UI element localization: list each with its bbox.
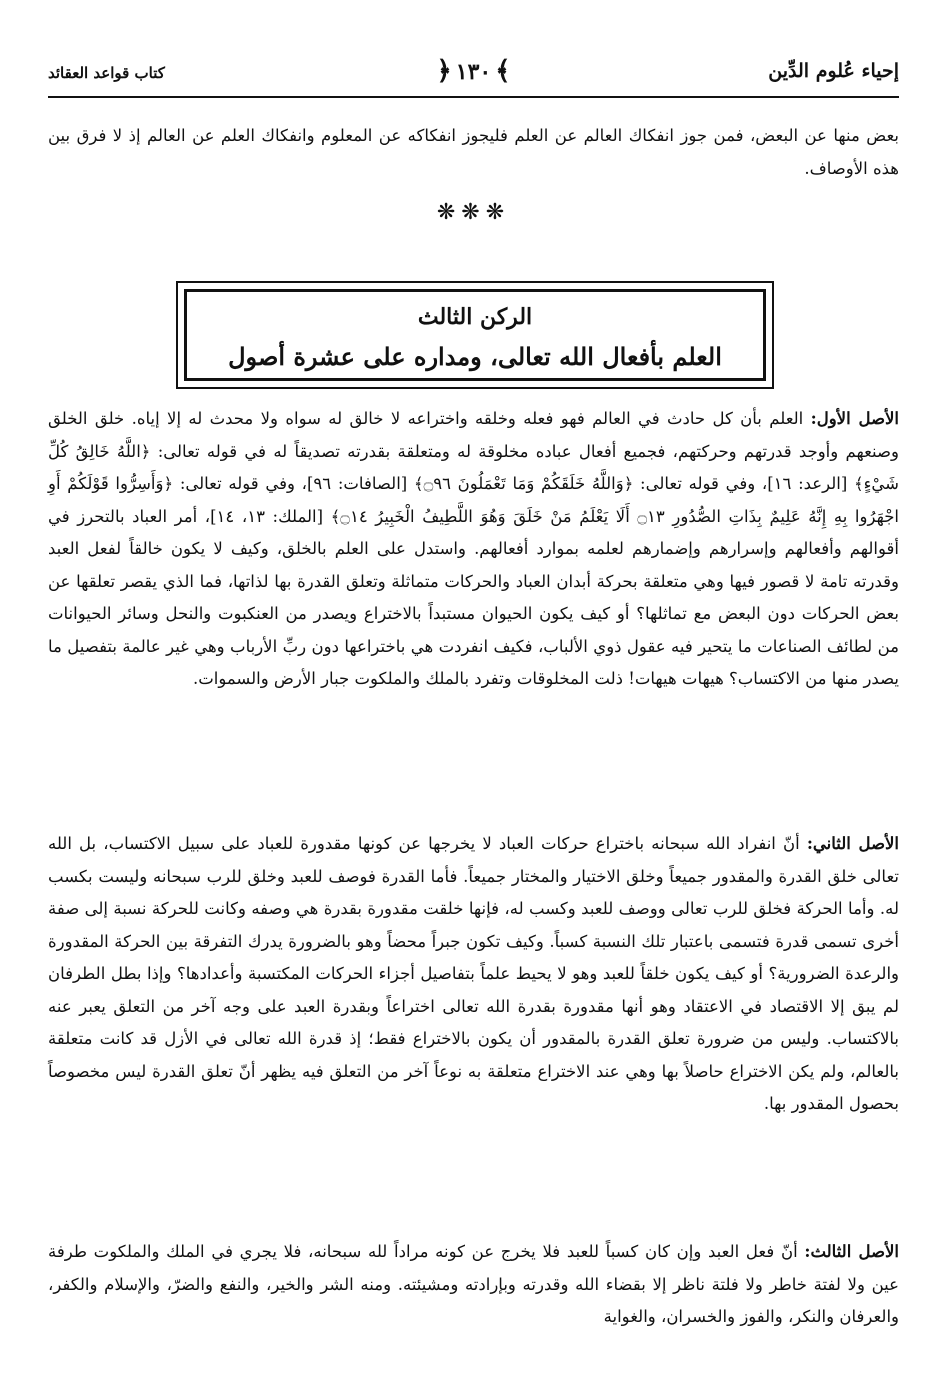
intro-text: بعض منها عن البعض، فمن جوز انفكاك العالم عن العلم فليجوز انفكاكه عن المعلوم وانفكاك العلم عن العالم إذ لا فرق بين هذه الأوصاف. — [48, 126, 899, 178]
page-number — [433, 56, 515, 86]
ornamental-brace-right: ﴾ — [495, 56, 511, 86]
pillar-subtitle: العلم بأفعال الله تعالى، ومداره على عشرة أصول — [228, 342, 722, 371]
principle-two-text: أنّ انفراد الله سبحانه باختراع حركات العباد لا يخرجها عن كونها مقدورة للعباد على سبيل الاكتساب، بل الله تعالى خلق القدرة والمقدور جميعاً وخلق الاختيار والمختار جميعاً. فأما القدرة فوصف للعبد وخلق للرب سبحانه وليست بكسب له. وأما الحركة فخلق للرب تعالى ووصف للعبد وكسب له، فإنها خلقت مقدورة بقدرة هي وصفه وكانت للحركة نسبة إلى صفة أخرى تسمى قدرة فتسمى باعتبار تلك النسبة كسباً. وكيف تكون جبراً محضاً وهو بالضرورة يدرك التفرقة بين الحركة المقدورة والرعدة الضرورية؟ أو كيف يكون خلقاً للعبد وهو لا يحيط علماً بتفاصيل أجزاء الحركات المكتسبة وأعدادها؟ وإذا بطل الطرفان لم يبق إلا الاقتصاد في الاعتقاد وهو أنها مقدورة بقدرة الله تعالى اختراعاً وبقدرة العبد على وجه آخر من التعلق يعبر عنه بالاكتساب. وليس من ضرورة تعلق القدرة بالمقدور أن يكون بالاختراع فقط؛ إذ قدرة الله تعالى في الأزل قد كانت متعلقة بالعالم، ولم يكن الاختراع حاصلاً بها وهي عند الاختراع متعلقة به نوعاً آخر من التعلق فيه يظهر أنّ تعلق القدرة ليس مخصوصاً بحصول المقدور بها. — [48, 834, 899, 1113]
ornamental-brace-left: ﴿ — [436, 56, 452, 86]
principle-three-text: أنّ فعل العبد وإن كان كسباً للعبد فلا يخرج عن كونه مراداً لله سبحانه، فلا يجري في الملك والملكوت طرفة عين ولا لفتة خاطر ولا فلتة ناظر إلا بقضاء الله وقدرته وبإرادته ومشيئته. ومنه الشر والخير، والنفع والضرّ، والإسلام والكفر، والعرفان والنكر، والفوز والخسران، والغواية — [48, 1242, 899, 1326]
intro-paragraph — [48, 120, 899, 185]
page-number-value: ١٣٠ — [455, 59, 492, 85]
principle-one — [48, 403, 899, 696]
section-separator: ❋❋❋ — [436, 200, 511, 225]
principle-two-paragraph — [48, 828, 899, 1121]
principle-three-paragraph — [48, 1236, 899, 1334]
pillar-heading-box — [176, 281, 774, 389]
principle-three — [48, 1236, 899, 1334]
pillar-heading-frame — [184, 289, 766, 381]
running-header — [48, 52, 899, 98]
book-title: إحياء عُلوم الدِّين — [768, 60, 899, 82]
principle-one-paragraph — [48, 403, 899, 696]
chapter-title: كتاب قواعد العقائد — [48, 64, 165, 82]
principle-one-text: العلم بأن كل حادث في العالم فهو فعله وخلقه واختراعه لا خالق له سواه ولا محدث له إلا إياه. خلق الخلق وصنعهم وأوجد قدرتهم وحركتهم، فجميع أفعال عباده مخلوقة له ومتعلقة بقدرته تصديقاً له في قوله تعالى: ﴿اللَّهُ خَالِقُ كُلِّ شَيْءٍ﴾ [الرعد: ١٦]، وفي قوله تعالى: ﴿وَاللَّهُ خَلَقَكُمْ وَمَا تَعْمَلُونَ ۝٩٦﴾ [الصافات: ٩٦]، وفي قوله تعالى: ﴿وَأَسِرُّوا قَوْلَكُمْ أَوِ اجْهَرُوا بِهِ إِنَّهُ عَلِيمٌ بِذَاتِ الصُّدُورِ ۝١٣ أَلَا يَعْلَمُ مَنْ خَلَقَ وَهُوَ اللَّطِيفُ الْخَبِيرُ ۝١٤﴾ [الملك: ١٣، ١٤]، أمر العباد بالتحرز في أقوالهم وأفعالهم وإسرارهم وإضمارهم لعلمه بموارد أفعالهم. واستدل على العلم بالخلق، وكيف لا يكون خالقاً لفعل العبد وقدرته تامة لا قصور فيها وهي متعلقة بحركة أبدان العباد والحركات متماثلة وتعلق القدرة بها لذاتها، فما الذي يقصر تعلقها عن بعض الحركات دون البعض مع تماثلها؟ أو كيف يكون الحيوان مستبداً بالاختراع ويصدر من العنكبوت والنحل وسائر الحيوانات من لطائف الصناعات ما يتحير فيه عقول ذوي الألباب، فكيف انفردت هي باختراعها دون ربِّ الأرباب وهي غير عالمة بتفصيل ما يصدر منها من الاكتساب؟ هيهات هيهات! ذلت المخلوقات وتفرد بالملك والملكوت جبار الأرض والسموات. — [48, 409, 899, 688]
principle-two-heading: الأصل الثاني: — [806, 834, 899, 853]
principle-one-heading: الأصل الأول: — [810, 409, 899, 428]
pillar-title: الركن الثالث — [417, 304, 533, 330]
principle-two — [48, 828, 899, 1121]
principle-three-heading: الأصل الثالث: — [804, 1242, 899, 1261]
